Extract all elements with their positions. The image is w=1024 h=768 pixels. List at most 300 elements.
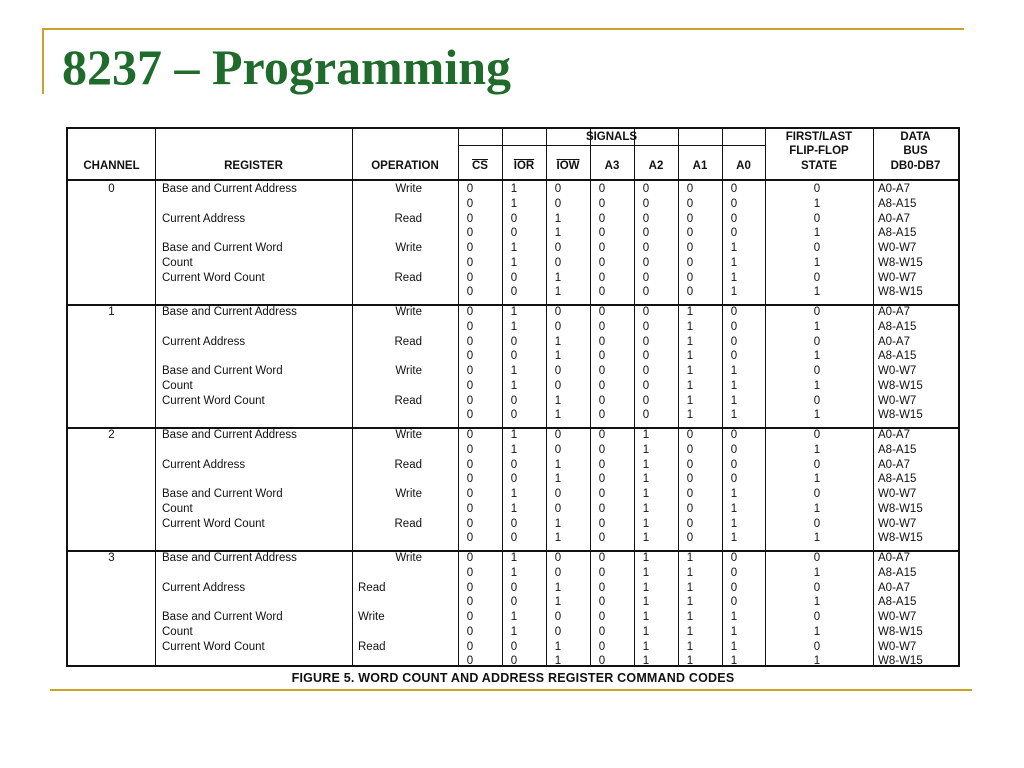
- signal-value: 0: [598, 473, 606, 486]
- signal-value: 0: [598, 320, 606, 333]
- signal-value: 0: [730, 227, 738, 240]
- operation-value: Write: [395, 429, 422, 441]
- signal-value: 1: [686, 409, 694, 422]
- flipflop-value: 1: [813, 443, 821, 456]
- flipflop-value: 0: [813, 517, 821, 530]
- operation-value: Read: [394, 517, 422, 530]
- signal-value: 1: [730, 532, 738, 545]
- flipflop-value: 0: [813, 552, 821, 564]
- signal-value: 1: [554, 517, 562, 530]
- databus-value: W0-W7: [878, 394, 917, 407]
- header-flipflop-line1: FIRST/LAST: [785, 131, 853, 143]
- header-register: REGISTER: [224, 160, 283, 172]
- signal-value: 1: [510, 566, 518, 579]
- signal-value: 0: [598, 227, 606, 240]
- signal-value: 0: [730, 212, 738, 225]
- signal-value: 1: [510, 197, 518, 210]
- signal-value: 0: [598, 625, 606, 638]
- register-name: Current Address: [162, 581, 246, 594]
- signal-value: 0: [730, 197, 738, 210]
- signal-value: 1: [730, 394, 738, 407]
- signal-value: 1: [642, 655, 650, 668]
- signal-value: 0: [598, 379, 606, 392]
- register-name: Count: [162, 625, 193, 638]
- signal-value: 0: [510, 532, 518, 545]
- signal-value: 1: [642, 532, 650, 545]
- table-column-divider: [155, 129, 156, 665]
- databus-value: A8-A15: [878, 473, 917, 486]
- signal-value: 0: [510, 335, 518, 348]
- header-databus-line2: BUS: [903, 145, 928, 157]
- signal-value: 0: [730, 320, 738, 333]
- signal-value: 0: [466, 409, 474, 422]
- signal-value: 0: [730, 566, 738, 579]
- signal-value: 0: [598, 350, 606, 363]
- signal-value: 0: [554, 625, 562, 638]
- databus-value: A0-A7: [878, 183, 910, 195]
- signal-value: 0: [598, 581, 606, 594]
- signal-value: 0: [642, 409, 650, 422]
- register-name: Current Word Count: [162, 517, 265, 530]
- signal-value: 0: [598, 183, 606, 195]
- register-command-table: [66, 127, 960, 667]
- flipflop-value: 0: [813, 306, 821, 318]
- flipflop-value: 0: [813, 640, 821, 653]
- register-name: Current Address: [162, 458, 246, 471]
- signal-value: 0: [510, 409, 518, 422]
- signal-value: 0: [466, 517, 474, 530]
- footer-accent-line: [50, 689, 972, 691]
- register-name: Base and Current Word: [162, 242, 283, 254]
- channel-number: 0: [108, 183, 115, 195]
- signal-value: 0: [642, 350, 650, 363]
- flipflop-value: 1: [813, 256, 821, 269]
- signal-value: 1: [730, 256, 738, 269]
- signal-value: 1: [510, 443, 518, 456]
- header-signal-a1: A1: [692, 160, 708, 172]
- signal-value: 1: [642, 502, 650, 515]
- operation-value: Read: [394, 394, 422, 407]
- signal-value: 0: [642, 335, 650, 348]
- flipflop-value: 1: [813, 320, 821, 333]
- signal-value: 1: [510, 183, 518, 195]
- signal-value: 1: [642, 611, 650, 623]
- signal-value: 0: [466, 212, 474, 225]
- signal-value: 0: [554, 502, 562, 515]
- signal-value: 0: [598, 640, 606, 653]
- signal-value: 0: [466, 197, 474, 210]
- signal-value: 0: [730, 596, 738, 609]
- signal-value: 0: [466, 306, 474, 318]
- signal-value: 1: [730, 640, 738, 653]
- signal-value: 1: [686, 611, 694, 623]
- signal-value: 0: [554, 443, 562, 456]
- register-name: Base and Current Address: [162, 183, 297, 195]
- register-name: Base and Current Word: [162, 488, 283, 500]
- signal-value: 0: [598, 443, 606, 456]
- signal-value: 0: [554, 256, 562, 269]
- signal-value: 0: [686, 256, 694, 269]
- flipflop-value: 0: [813, 242, 821, 254]
- table-column-divider: [873, 129, 874, 665]
- signal-value: 0: [554, 320, 562, 333]
- flipflop-value: 0: [813, 394, 821, 407]
- signal-value: 0: [466, 566, 474, 579]
- signal-value: 0: [554, 197, 562, 210]
- signal-value: 1: [730, 517, 738, 530]
- signal-value: 1: [510, 611, 518, 623]
- signal-value: 0: [598, 335, 606, 348]
- signal-value: 0: [510, 212, 518, 225]
- signal-value: 0: [466, 596, 474, 609]
- databus-value: W0-W7: [878, 488, 917, 500]
- signal-value: 0: [466, 640, 474, 653]
- signal-value: 1: [554, 350, 562, 363]
- signal-value: 0: [510, 473, 518, 486]
- signal-value: 0: [598, 488, 606, 500]
- signal-value: 1: [554, 409, 562, 422]
- signal-value: 1: [554, 596, 562, 609]
- signal-value: 0: [686, 271, 694, 284]
- databus-value: A8-A15: [878, 443, 917, 456]
- signal-value: 0: [598, 566, 606, 579]
- flipflop-value: 1: [813, 655, 821, 668]
- signal-value: 1: [686, 379, 694, 392]
- header-flipflop-line3: STATE: [801, 160, 837, 172]
- signal-value: 0: [554, 379, 562, 392]
- signal-value: 1: [730, 379, 738, 392]
- signal-value: 1: [554, 581, 562, 594]
- signal-value: 0: [510, 350, 518, 363]
- signal-value: 0: [466, 271, 474, 284]
- databus-value: W0-W7: [878, 365, 917, 377]
- flipflop-value: 0: [813, 335, 821, 348]
- signal-value: 1: [510, 256, 518, 269]
- databus-value: W8-W15: [878, 409, 923, 422]
- signal-value: 0: [466, 394, 474, 407]
- header-signal-iow: $\overline{IOW}$: [556, 160, 580, 172]
- signal-value: 0: [466, 320, 474, 333]
- signal-value: 1: [730, 502, 738, 515]
- operation-value: Write: [395, 552, 422, 564]
- signal-value: 0: [686, 197, 694, 210]
- header-flipflop-line2: FLIP-FLOP: [789, 145, 849, 157]
- databus-value: A8-A15: [878, 596, 917, 609]
- signal-value: 0: [642, 286, 650, 299]
- header-channel: CHANNEL: [83, 160, 140, 172]
- title-accent-horizontal-line: [42, 28, 964, 30]
- operation-value: Read: [394, 335, 422, 348]
- header-databus-line3: DB0-DB7: [890, 160, 941, 172]
- signal-value: 1: [510, 429, 518, 441]
- signal-value: 0: [466, 581, 474, 594]
- databus-value: W0-W7: [878, 611, 917, 623]
- signal-value: 0: [598, 517, 606, 530]
- signal-value: 0: [730, 306, 738, 318]
- signal-value: 1: [642, 640, 650, 653]
- flipflop-value: 1: [813, 596, 821, 609]
- flipflop-value: 0: [813, 271, 821, 284]
- signal-value: 0: [598, 256, 606, 269]
- register-name: Base and Current Word: [162, 365, 283, 377]
- signal-value: 0: [642, 212, 650, 225]
- signal-value: 1: [642, 443, 650, 456]
- signal-value: 0: [686, 532, 694, 545]
- signal-value: 1: [686, 365, 694, 377]
- signal-value: 1: [510, 365, 518, 377]
- flipflop-value: 1: [813, 197, 821, 210]
- signal-value: 1: [730, 625, 738, 638]
- signal-value: 1: [686, 640, 694, 653]
- signal-value: 1: [554, 640, 562, 653]
- operation-value: Read: [358, 581, 386, 594]
- signal-value: 1: [510, 242, 518, 254]
- signal-value: 1: [686, 566, 694, 579]
- signal-value: 0: [466, 532, 474, 545]
- databus-value: A0-A7: [878, 458, 910, 471]
- flipflop-value: 0: [813, 488, 821, 500]
- header-signal-cs: $\overline{CS}$: [472, 160, 488, 172]
- signal-value: 1: [510, 379, 518, 392]
- signal-value: 1: [554, 473, 562, 486]
- databus-value: W0-W7: [878, 640, 917, 653]
- signal-value: 1: [554, 227, 562, 240]
- signal-value: 1: [730, 242, 738, 254]
- header-operation: OPERATION: [371, 160, 439, 172]
- flipflop-value: 1: [813, 532, 821, 545]
- signal-value: 0: [598, 286, 606, 299]
- signal-value: 1: [554, 271, 562, 284]
- signal-value: 0: [598, 429, 606, 441]
- signal-value: 1: [730, 271, 738, 284]
- signal-value: 0: [510, 517, 518, 530]
- signal-value: 1: [642, 625, 650, 638]
- signal-value: 0: [598, 394, 606, 407]
- register-name: Count: [162, 256, 193, 269]
- flipflop-value: 1: [813, 409, 821, 422]
- signal-value: 0: [466, 286, 474, 299]
- operation-value: Write: [395, 488, 422, 500]
- signal-value: 0: [466, 429, 474, 441]
- databus-value: W8-W15: [878, 655, 923, 668]
- signal-value: 0: [466, 227, 474, 240]
- flipflop-value: 0: [813, 365, 821, 377]
- signal-value: 1: [642, 458, 650, 471]
- signal-value: 1: [686, 320, 694, 333]
- databus-value: A0-A7: [878, 429, 910, 441]
- signal-value: 1: [642, 429, 650, 441]
- header-signal-ior: $\overline{IOR}$: [513, 160, 535, 172]
- operation-value: Read: [394, 458, 422, 471]
- signal-value: 0: [510, 581, 518, 594]
- signal-value: 1: [730, 611, 738, 623]
- signal-value: 0: [686, 242, 694, 254]
- signal-value: 0: [598, 271, 606, 284]
- signal-value: 0: [554, 365, 562, 377]
- databus-value: W8-W15: [878, 502, 923, 515]
- signal-value: 1: [554, 212, 562, 225]
- signal-value: 1: [510, 306, 518, 318]
- signals-header-divider: [458, 145, 765, 146]
- signal-value: 1: [642, 473, 650, 486]
- signal-value: 0: [686, 502, 694, 515]
- signal-value: 0: [466, 488, 474, 500]
- signal-value: 0: [466, 552, 474, 564]
- figure-caption: FIGURE 5. WORD COUNT AND ADDRESS REGISTER COMMAND CODES: [291, 671, 735, 685]
- register-name: Base and Current Address: [162, 552, 297, 564]
- flipflop-value: 0: [813, 458, 821, 471]
- slide-title: 8237 – Programming: [62, 39, 512, 95]
- signal-value: 0: [642, 365, 650, 377]
- register-name: Current Address: [162, 335, 246, 348]
- signal-value: 0: [510, 640, 518, 653]
- signal-value: 0: [510, 394, 518, 407]
- databus-value: A8-A15: [878, 320, 917, 333]
- signal-value: 0: [554, 183, 562, 195]
- signal-value: 0: [642, 183, 650, 195]
- signal-value: 1: [642, 581, 650, 594]
- signal-value: 0: [642, 197, 650, 210]
- signal-value: 0: [598, 306, 606, 318]
- signal-value: 1: [686, 581, 694, 594]
- flipflop-value: 1: [813, 625, 821, 638]
- signal-value: 1: [686, 625, 694, 638]
- databus-value: W8-W15: [878, 532, 923, 545]
- signal-value: 0: [730, 581, 738, 594]
- databus-value: W8-W15: [878, 286, 923, 299]
- flipflop-value: 1: [813, 350, 821, 363]
- register-name: Current Word Count: [162, 640, 265, 653]
- signal-value: 0: [686, 212, 694, 225]
- register-name: Current Address: [162, 212, 246, 225]
- databus-value: A8-A15: [878, 566, 917, 579]
- signal-value: 1: [642, 488, 650, 500]
- signal-value: 1: [730, 286, 738, 299]
- register-name: Count: [162, 502, 193, 515]
- databus-value: A0-A7: [878, 552, 910, 564]
- signal-value: 1: [642, 552, 650, 564]
- signal-value: 0: [598, 611, 606, 623]
- channel-number: 2: [108, 429, 115, 441]
- signal-value: 0: [686, 517, 694, 530]
- signal-value: 0: [466, 473, 474, 486]
- signal-value: 1: [686, 306, 694, 318]
- signal-value: 0: [642, 379, 650, 392]
- signal-value: 1: [730, 655, 738, 668]
- signal-value: 0: [598, 532, 606, 545]
- header-signal-a3: A3: [604, 160, 620, 172]
- signal-value: 0: [466, 350, 474, 363]
- signal-value: 0: [466, 183, 474, 195]
- signal-value: 0: [466, 625, 474, 638]
- signal-value: 0: [466, 379, 474, 392]
- databus-value: A0-A7: [878, 335, 910, 348]
- signal-value: 0: [686, 473, 694, 486]
- signal-value: 1: [554, 335, 562, 348]
- signal-value: 0: [466, 611, 474, 623]
- signal-value: 1: [686, 350, 694, 363]
- table-header-divider: [68, 179, 958, 181]
- signal-value: 0: [730, 473, 738, 486]
- databus-value: W0-W7: [878, 271, 917, 284]
- databus-value: A0-A7: [878, 212, 910, 225]
- signal-value: 0: [466, 335, 474, 348]
- signal-value: 0: [642, 271, 650, 284]
- register-name: Base and Current Address: [162, 306, 297, 318]
- signal-value: 0: [510, 655, 518, 668]
- signal-value: 1: [730, 488, 738, 500]
- signal-value: 0: [730, 458, 738, 471]
- signal-value: 0: [686, 286, 694, 299]
- flipflop-value: 0: [813, 429, 821, 441]
- signal-value: 0: [510, 286, 518, 299]
- operation-value: Read: [358, 640, 386, 653]
- signal-value: 1: [510, 320, 518, 333]
- signal-value: 1: [730, 409, 738, 422]
- header-signal-a2: A2: [648, 160, 664, 172]
- operation-value: Read: [394, 212, 422, 225]
- signal-value: 0: [730, 429, 738, 441]
- signal-value: 1: [686, 394, 694, 407]
- signal-value: 0: [466, 502, 474, 515]
- signal-value: 0: [510, 458, 518, 471]
- operation-value: Write: [395, 242, 422, 254]
- databus-value: A0-A7: [878, 306, 910, 318]
- flipflop-value: 1: [813, 502, 821, 515]
- signal-value: 0: [510, 596, 518, 609]
- signal-value: 0: [642, 256, 650, 269]
- signal-value: 0: [554, 306, 562, 318]
- flipflop-value: 0: [813, 183, 821, 195]
- flipflop-value: 1: [813, 227, 821, 240]
- signal-value: 0: [598, 242, 606, 254]
- register-name: Base and Current Address: [162, 429, 297, 441]
- databus-value: W8-W15: [878, 625, 923, 638]
- operation-value: Write: [358, 611, 385, 623]
- signal-value: 0: [466, 365, 474, 377]
- flipflop-value: 1: [813, 379, 821, 392]
- signal-value: 0: [686, 488, 694, 500]
- operation-value: Write: [395, 183, 422, 195]
- signal-value: 0: [730, 443, 738, 456]
- databus-value: A8-A15: [878, 350, 917, 363]
- signal-value: 0: [642, 242, 650, 254]
- signal-value: 0: [686, 443, 694, 456]
- signal-value: 0: [554, 429, 562, 441]
- signal-value: 0: [466, 458, 474, 471]
- signal-value: 0: [686, 227, 694, 240]
- signal-value: 0: [510, 271, 518, 284]
- databus-value: W8-W15: [878, 256, 923, 269]
- databus-value: W0-W7: [878, 242, 917, 254]
- databus-value: W0-W7: [878, 517, 917, 530]
- signal-value: 0: [598, 552, 606, 564]
- signal-value: 0: [730, 335, 738, 348]
- signal-value: 1: [554, 532, 562, 545]
- channel-number: 1: [108, 306, 115, 318]
- signal-value: 0: [554, 611, 562, 623]
- header-signal-a0: A0: [736, 160, 751, 172]
- signal-value: 1: [554, 655, 562, 668]
- signal-value: 0: [730, 552, 738, 564]
- flipflop-value: 1: [813, 473, 821, 486]
- signal-value: 0: [598, 596, 606, 609]
- signal-value: 0: [554, 488, 562, 500]
- signal-value: 0: [598, 365, 606, 377]
- signal-value: 0: [642, 227, 650, 240]
- signal-value: 0: [598, 212, 606, 225]
- signal-value: 0: [466, 256, 474, 269]
